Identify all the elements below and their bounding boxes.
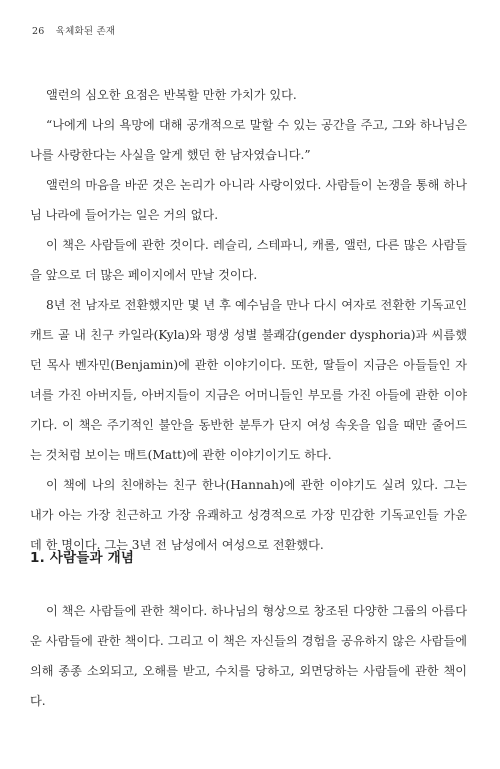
- paragraph: “나에게 나의 욕망에 대해 공개적으로 말할 수 있는 공간을 주고, 그와 하나님은 나를 사랑한다는 사실을 알게 했던 한 남자였습니다.”: [30, 118, 467, 162]
- book-title: 육체화된 존재: [55, 26, 116, 37]
- page-number: 26: [32, 26, 45, 37]
- section-heading: 1. 사람들과 개념: [30, 550, 135, 566]
- running-head: [32, 23, 115, 37]
- paragraph: 이 책은 사람들에 관한 것이다. 레슬리, 스테파니, 캐롤, 앨런, 다른 많은 사람들을 앞으로 더 많은 페이지에서 만날 것이다.: [30, 238, 467, 282]
- paragraph: 8년 전 남자로 전환했지만 몇 년 후 예수님을 만나 다시 여자로 전환한 기독교인 캐트 골 내 친구 카일라(Kyla)와 평생 성별 불쾌감(gender dysphoria)과 씨름했던 목사 벤자민(Benjamin)에 관한 이야기이다. 또한, 딸들이 지금은 아들들인 자녀를 가진 아버지들, 아버지들이 지금은 어머니들인 부모를 가진 아들에 관한 이야기다. 이 책은 주기적인 불안을 동반한 분투가 단지 여성 속옷을 입을 때만 줄어드는 것처럼 보이는 매트(Matt)에 관한 이야기이기도 하다.: [30, 298, 467, 462]
- body-text: [30, 80, 467, 560]
- paragraph: 앨런의 심오한 요점은 반복할 만한 가치가 있다.: [46, 88, 297, 102]
- paragraph: 이 책은 사람들에 관한 책이다. 하나님의 형상으로 창조된 다양한 그룹의 아름다운 사람들에 관한 책이다. 그리고 이 책은 자신들의 경험을 공유하지 않은 사람들에 의해 종종 소외되고, 오해를 받고, 수치를 당하고, 외면당하는 사람들에 관한 책이다.: [30, 604, 467, 708]
- paragraph: 이 책에 나의 친애하는 친구 한나(Hannah)에 관한 이야기도 실려 있다. 그는 내가 아는 가장 친근하고 가장 유쾌하고 성경적으로 가장 민감한 기독교인들 가운데 한 명이다. 그는 3년 전 남성에서 여성으로 전환했다.: [30, 478, 467, 552]
- paragraph: 앨런의 마음을 바꾼 것은 논리가 아니라 사랑이었다. 사람들이 논쟁을 통해 하나님 나라에 들어가는 일은 거의 없다.: [30, 178, 467, 222]
- section-body: [30, 596, 467, 716]
